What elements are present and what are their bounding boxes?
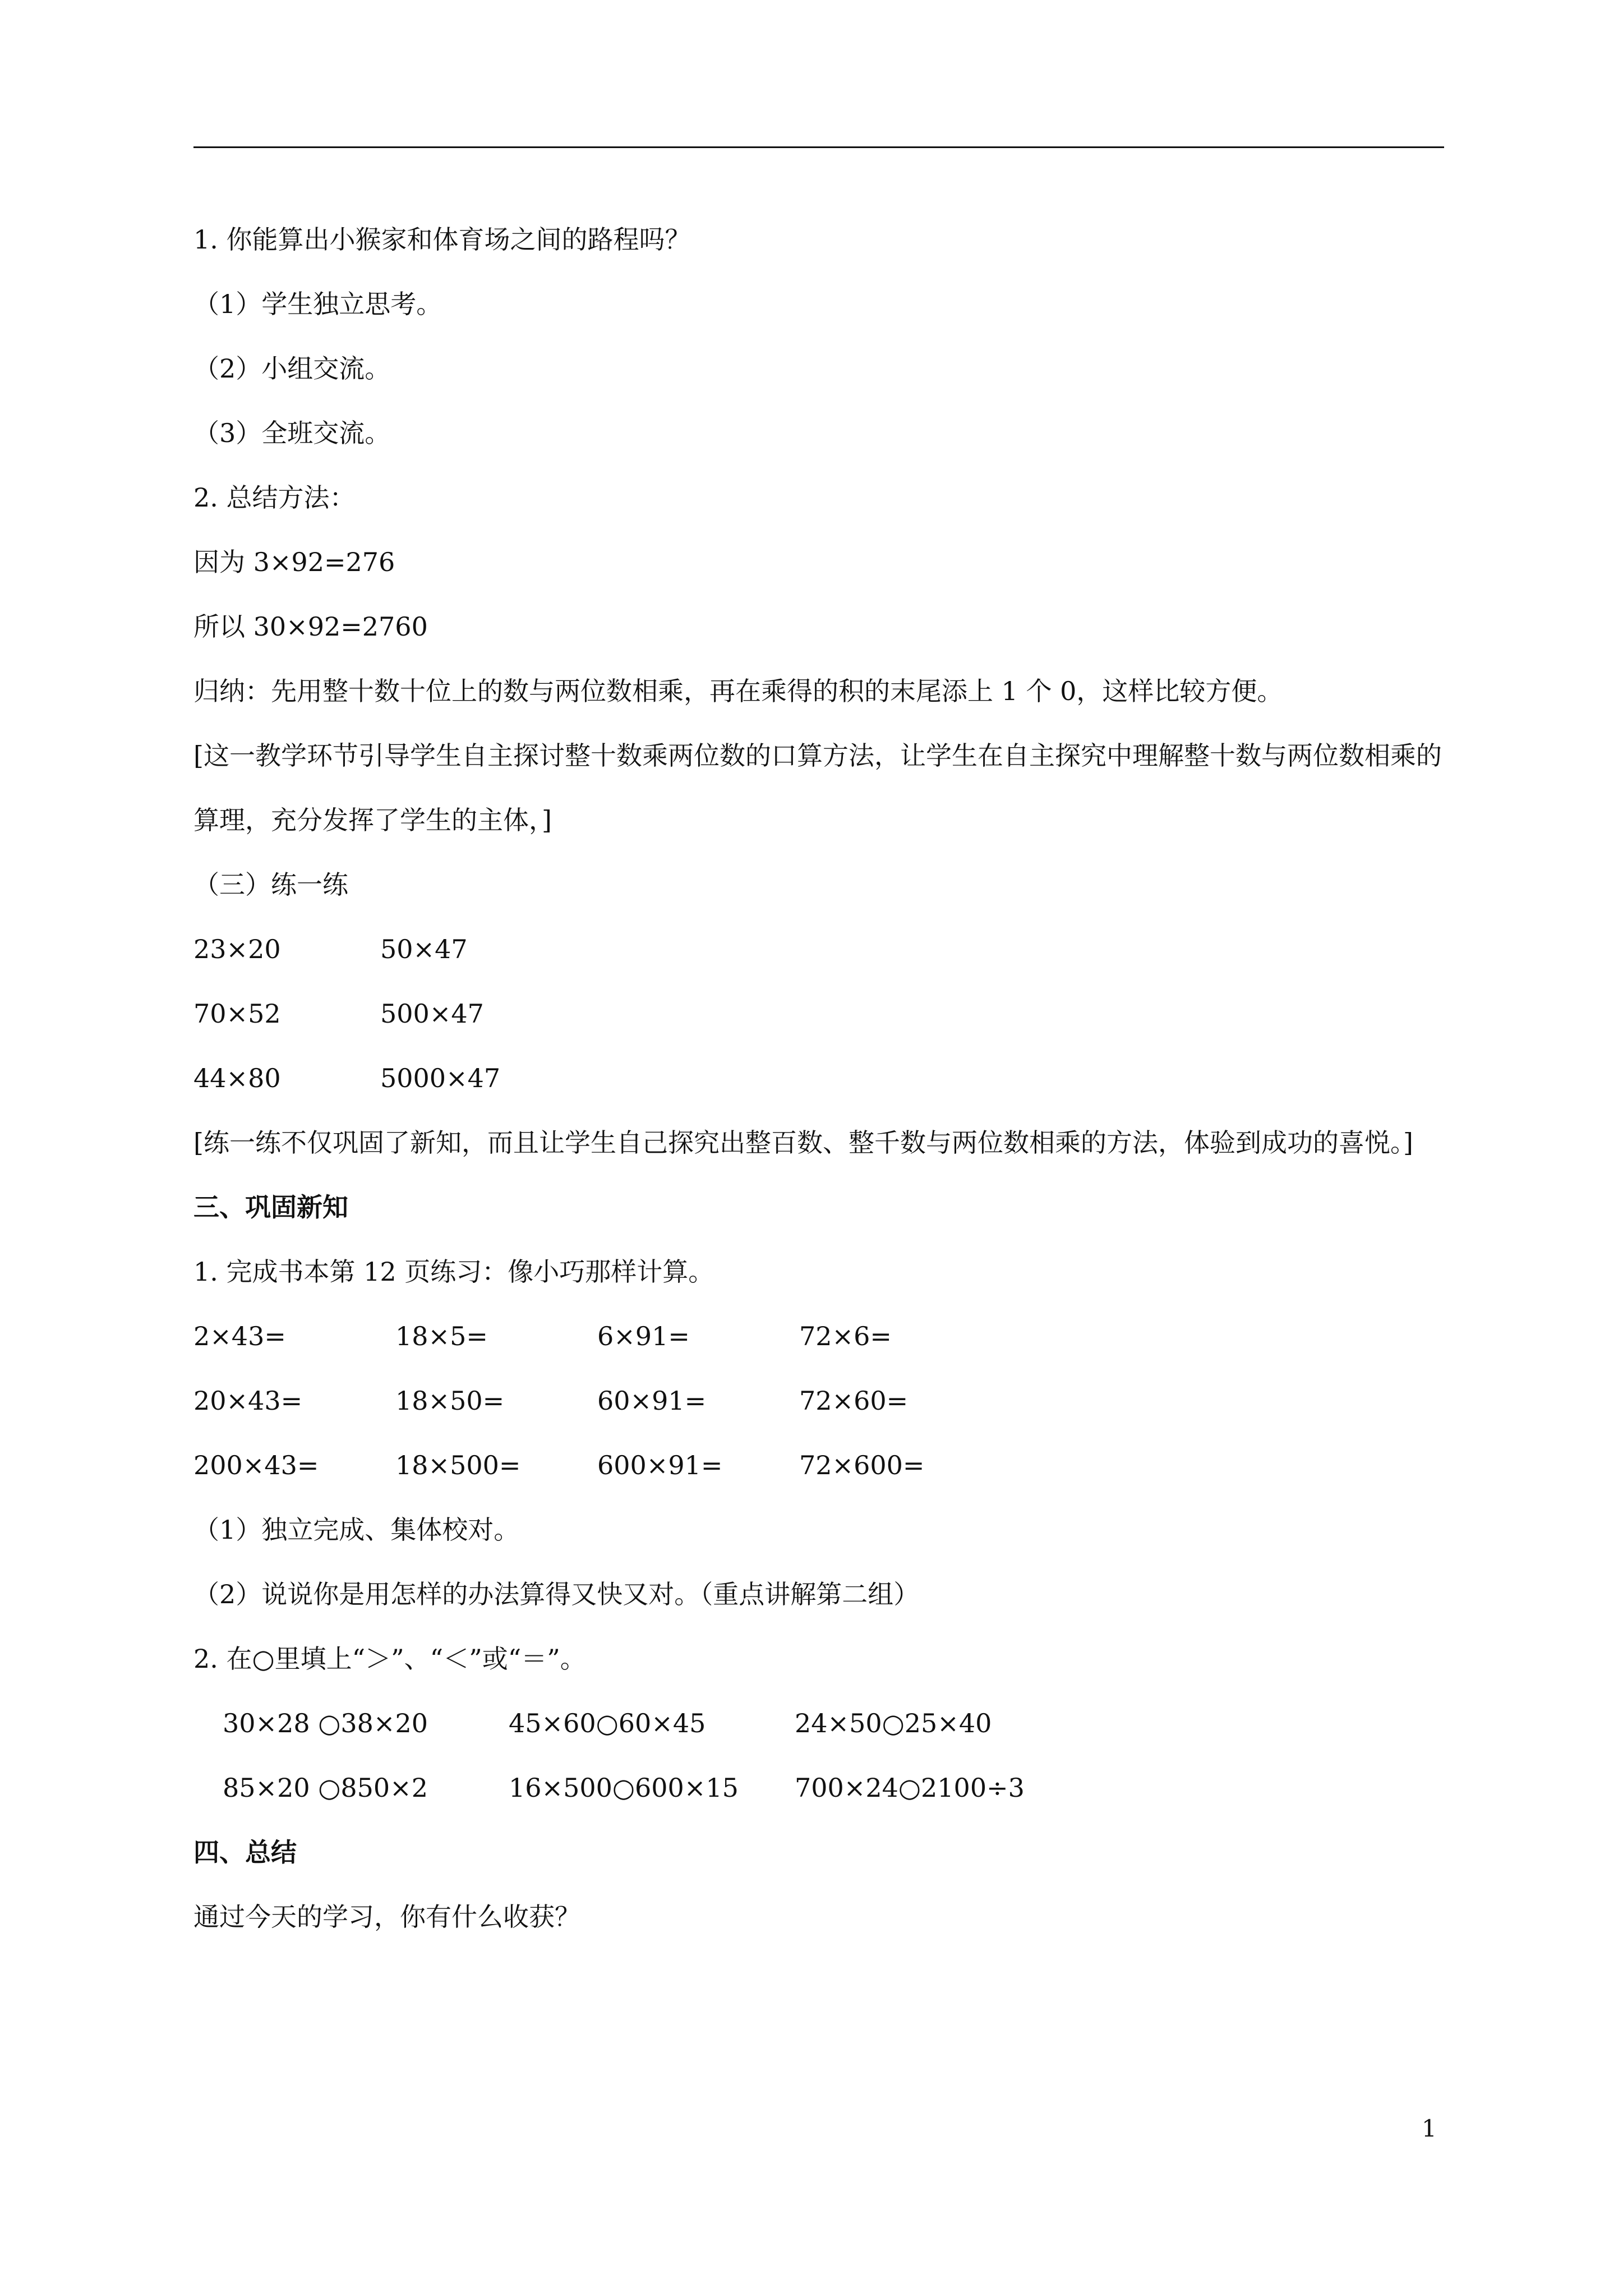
practice-cell: 5000×47: [380, 1063, 501, 1093]
practice-row: [193, 1046, 1444, 1111]
header-rule: [193, 146, 1444, 148]
teaching-note-2: [练一练不仅巩固了新知，而且让学生自己探究出整百数、整千数与两位数相乘的方法，体验到成功的喜悦。]: [193, 1128, 1413, 1158]
compare-row: [193, 1756, 1444, 1820]
calc-row: [193, 1433, 1444, 1498]
practice-row: [193, 917, 1444, 982]
section-4-title: 四、总结: [193, 1837, 297, 1867]
summary-heading: 2. 总结方法：: [193, 482, 356, 513]
step-group: （2）小组交流。: [193, 353, 391, 384]
compare-row: [193, 1691, 1444, 1756]
section-3-sub-1: （1）独立完成、集体校对。: [193, 1515, 520, 1545]
document-body: [193, 208, 1444, 1949]
calc-cell: 18×500=: [395, 1450, 521, 1480]
section-3-title: 三、巩固新知: [193, 1192, 348, 1222]
page-number: 1: [1422, 2115, 1437, 2142]
practice-cell: 500×47: [380, 999, 484, 1029]
calc-cell: 6×91=: [597, 1321, 690, 1351]
calc-cell: 18×50=: [395, 1386, 505, 1416]
compare-cell: 16×500○600×15: [509, 1773, 739, 1803]
compare-cell: 24×50○25×40: [795, 1708, 992, 1738]
compare-cell: 45×60○60×45: [509, 1708, 706, 1738]
calc-cell: 200×43=: [193, 1450, 319, 1480]
calc-cell: 18×5=: [395, 1321, 488, 1351]
compare-cell: 30×28 ○38×20: [223, 1708, 428, 1738]
section-3-item-2: 2. 在○里填上“＞”、“＜”或“＝”。: [193, 1644, 586, 1674]
therefore-line: 所以 30×92=2760: [193, 611, 428, 642]
practice-row: [193, 982, 1444, 1046]
teaching-note-1: [这一教学环节引导学生自主探讨整十数乘两位数的口算方法，让学生在自主探究中理解整十数与两位数相乘的算理，充分发挥了学生的主体，]: [193, 740, 1442, 835]
induction-line: 归纳：先用整十数十位上的数与两位数相乘，再在乘得的积的末尾添上 1 个 0，这样比较方便。: [193, 676, 1283, 706]
calc-cell: 72×60=: [799, 1386, 909, 1416]
practice-cell: 50×47: [380, 934, 468, 964]
calc-cell: 60×91=: [597, 1386, 707, 1416]
compare-cell: 85×20 ○850×2: [223, 1773, 428, 1803]
question-1: 1. 你能算出小猴家和体育场之间的路程吗？: [193, 224, 691, 255]
calc-cell: 72×600=: [799, 1450, 925, 1480]
calc-row: [193, 1304, 1444, 1369]
step-think: （1）学生独立思考。: [193, 289, 442, 319]
calc-row: [193, 1369, 1444, 1433]
section-3-sub-2: （2）说说你是用怎样的办法算得又快又对。（重点讲解第二组）: [193, 1579, 920, 1609]
step-class: （3）全班交流。: [193, 418, 391, 448]
calc-cell: 20×43=: [193, 1386, 303, 1416]
calc-cell: 72×6=: [799, 1321, 892, 1351]
calc-cell: 600×91=: [597, 1450, 723, 1480]
calc-cell: 2×43=: [193, 1321, 286, 1351]
practice-cell: 70×52: [193, 999, 281, 1029]
practice-cell: 44×80: [193, 1063, 281, 1093]
practice-title: （三）练一练: [193, 869, 348, 900]
practice-cell: 23×20: [193, 934, 281, 964]
section-3-item-1: 1. 完成书本第 12 页练习：像小巧那样计算。: [193, 1257, 714, 1287]
section-4-text: 通过今天的学习，你有什么收获？: [193, 1902, 580, 1932]
because-line: 因为 3×92=276: [193, 547, 395, 577]
compare-cell: 700×24○2100÷3: [795, 1773, 1025, 1803]
